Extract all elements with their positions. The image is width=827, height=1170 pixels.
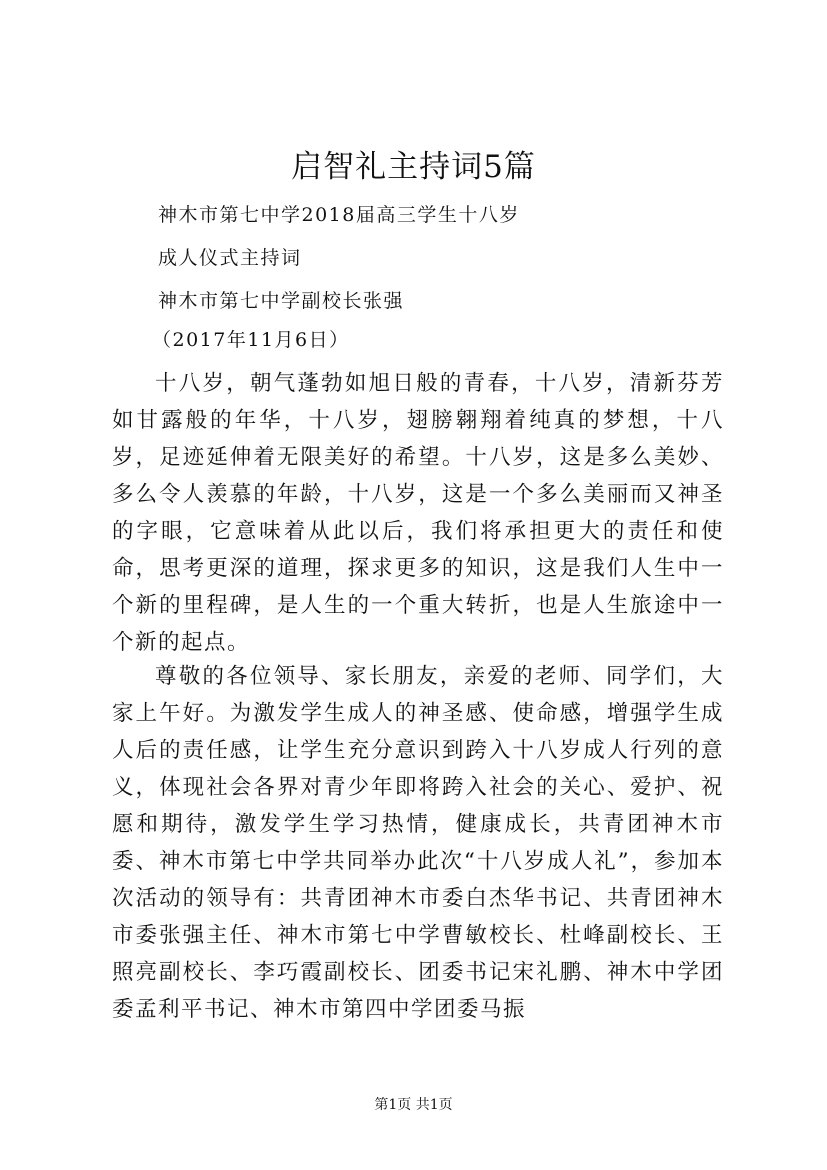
subtitle-line-author: 神木市第七中学副校长张强 xyxy=(158,290,405,312)
body-paragraph-1 xyxy=(112,365,724,661)
page-footer: 第1页 共1页 xyxy=(374,1097,453,1113)
paragraph-text: 尊敬的各位领导、家长朋友，亲爱的老师、同学们，大家上午好。为激发学生成人的神圣感、使命感，增强学生成人后的责任感，让学生充分意识到跨入十八岁成人行列的意义，体现社会各界对青少年即将跨入社会的关心、爱护、祝愿和期待，激发学生学习热情，健康成长，共青团神木市委、神木市第七中学共同举办此次“十八岁成人礼”，参加本次活动的领导有：共青团神木市委白杰华书记、共青团神木市委张强主任、神木市第七中学曹敏校长、杜峰副校长、王照亮副校长、李巧霞副校长、团委书记宋礼鹏、神木中学团委孟利平书记、神木市第四中学团委马振 xyxy=(112,664,724,1022)
paragraph-text: 十八岁，朝气蓬勃如旭日般的青春，十八岁，清新芬芳如甘露般的年华，十八岁，翅膀翱翔着纯真的梦想，十八岁，足迹延伸着无限美好的希望。十八岁，这是多么美妙、多么令人羡慕的年龄，十八岁，这是一个多么美丽而又神圣的字眼，它意味着从此以后，我们将承担更大的责任和使命，思考更深的道理，探求更多的知识，这是我们人生中一个新的里程碑，是人生的一个重大转折，也是人生旅途中一个新的起点。 xyxy=(112,371,724,655)
subtitle-line-ceremony: 成人仪式主持词 xyxy=(158,247,302,269)
document-title: 启智礼主持词5篇 xyxy=(291,149,536,185)
document-date: （2017年11月6日） xyxy=(152,329,350,351)
subtitle-line-school: 神木市第七中学2018届高三学生十八岁 xyxy=(158,204,520,226)
body-paragraph-2 xyxy=(112,658,724,1028)
